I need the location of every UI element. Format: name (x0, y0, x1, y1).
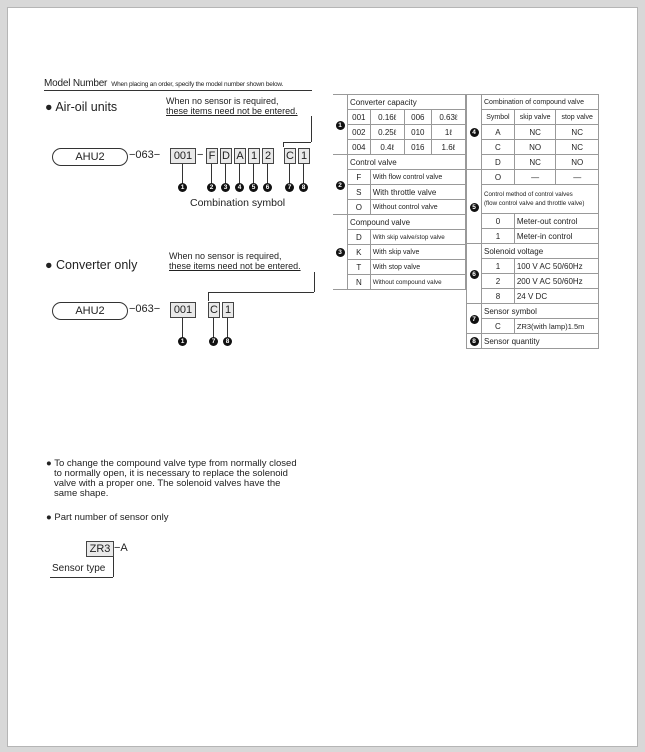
table-row (333, 170, 466, 185)
table-row (333, 155, 466, 170)
table-row (467, 259, 599, 274)
table-cell: 8 (482, 289, 515, 304)
table-cell: With skip valve (370, 245, 465, 260)
header-rule (44, 90, 312, 91)
table-header: Symbol (482, 110, 515, 125)
marker-7: 7 (470, 315, 479, 324)
marker-8: 8 (223, 337, 232, 346)
table-cell: 004 (348, 140, 371, 155)
marker-5: 5 (470, 203, 479, 212)
leader-line (303, 164, 304, 184)
table-cell: NC (556, 125, 599, 140)
table-cell: ZR3(with lamp)1.5m (514, 319, 598, 334)
solenoid-voltage-title: Solenoid voltage (482, 244, 599, 259)
compound-valve-note: ● To change the compound valve type from normally closed to normally open, it is necessary to replace the solenoid valve with a proper one. The solenoid valves have the same shape. (46, 458, 297, 499)
table-row (467, 244, 599, 259)
table-row (333, 260, 466, 275)
sensor-part-note: ● Part number of sensor only (46, 512, 169, 523)
table-row (467, 110, 599, 125)
table-cell: A (482, 125, 515, 140)
table-cell: With skip valve/stop valve (370, 230, 465, 245)
table-cell: 100 V AC 50/60Hz (514, 259, 598, 274)
table-cell: C (482, 140, 515, 155)
table-cell: NO (556, 155, 599, 170)
control-method-box: 1 (248, 148, 260, 164)
note-bracket-line (283, 142, 284, 147)
sensor-quantity-box: 1 (298, 148, 310, 164)
table-cell: 1.6ℓ (431, 140, 465, 155)
table-cell: C (482, 319, 515, 334)
table-cell: N (348, 275, 371, 290)
combination-symbol-caption: Combination symbol (190, 197, 286, 209)
note-bracket-line (208, 292, 209, 301)
table-row (467, 274, 599, 289)
table-row (333, 95, 466, 110)
section-marker-cell (467, 95, 482, 170)
table-row (467, 214, 599, 229)
table-row (333, 215, 466, 230)
table-row (333, 140, 466, 155)
model-pill: AHU2 (52, 148, 128, 166)
sensor-symbol-box: C (208, 302, 220, 318)
section-marker-cell (467, 304, 482, 334)
model-pill: AHU2 (52, 302, 128, 320)
spec-table-left (333, 94, 466, 290)
table-cell: — (514, 170, 556, 185)
marker-3: 3 (336, 248, 345, 257)
note-bracket-line (283, 142, 311, 143)
table-cell: 0.4ℓ (370, 140, 404, 155)
model-number-subtitle: When placing an order, specify the model number shown below. (111, 81, 284, 88)
table-cell: O (482, 170, 515, 185)
sensor-quantity-title: Sensor quantity (482, 334, 599, 349)
table-cell: 0.63ℓ (431, 110, 465, 125)
marker-7: 7 (285, 183, 294, 192)
leader-line (289, 164, 290, 184)
model-separator: −063− (129, 303, 161, 315)
table-cell: 1ℓ (431, 125, 465, 140)
table-cell: 1 (482, 259, 515, 274)
table-cell: With stop valve (370, 260, 465, 275)
marker-4: 4 (470, 128, 479, 137)
solenoid-voltage-box: 2 (262, 148, 274, 164)
table-cell: D (482, 155, 515, 170)
marker-1: 1 (178, 337, 187, 346)
table-cell: 24 V DC (514, 289, 598, 304)
table-row (467, 319, 599, 334)
table-cell: With throttle valve (370, 185, 465, 200)
marker-7: 7 (209, 337, 218, 346)
table-cell: 001 (348, 110, 371, 125)
section-marker-cell (467, 244, 482, 304)
table-row (333, 230, 466, 245)
table-cell: Without compound valve (370, 275, 465, 290)
leader-line (213, 318, 214, 338)
marker-8: 8 (470, 337, 479, 346)
marker-4: 4 (235, 183, 244, 192)
air-oil-heading: ● Air-oil units (45, 100, 118, 114)
table-cell: 0.16ℓ (370, 110, 404, 125)
model-dash: − (197, 149, 204, 161)
table-row (467, 185, 599, 214)
table-cell: Without control valve (370, 200, 465, 215)
section-marker-cell (333, 155, 348, 215)
compound-valve-title: Compound valve (348, 215, 466, 230)
marker-5: 5 (249, 183, 258, 192)
leader-line (113, 557, 114, 577)
table-row (333, 200, 466, 215)
table-cell: NC (556, 140, 599, 155)
marker-2: 2 (207, 183, 216, 192)
table-row (333, 125, 466, 140)
compound-valve-box: D (220, 148, 232, 164)
table-row (467, 289, 599, 304)
table-cell: 006 (404, 110, 431, 125)
table-row (467, 304, 599, 319)
table-row (467, 95, 599, 110)
control-valve-title: Control valve (348, 155, 466, 170)
marker-3: 3 (221, 183, 230, 192)
table-cell: 1 (482, 229, 515, 244)
table-row (467, 229, 599, 244)
section-marker-cell (467, 170, 482, 244)
converter-only-heading: ● Converter only (45, 258, 138, 272)
section-marker-cell (333, 215, 348, 290)
table-cell: K (348, 245, 371, 260)
table-cell: NO (514, 140, 556, 155)
marker-2: 2 (336, 181, 345, 190)
leader-line (239, 164, 240, 184)
table-cell: NC (514, 125, 556, 140)
note-bracket-line (208, 292, 314, 293)
control-valve-box: F (206, 148, 218, 164)
sensor-type-caption: Sensor type (52, 563, 106, 574)
table-cell: 0.25ℓ (370, 125, 404, 140)
spec-table-right (466, 94, 599, 349)
table-cell: D (348, 230, 371, 245)
marker-1: 1 (336, 121, 345, 130)
note-bracket-line (314, 272, 315, 292)
model-separator: −063− (129, 149, 161, 161)
table-row (467, 170, 599, 185)
leader-line (182, 164, 183, 184)
table-header: skip valve (514, 110, 556, 125)
sensor-suffix: −A (114, 542, 128, 554)
converter-only-note: When no sensor is required, these items need not be entered. (169, 251, 301, 271)
section-marker-cell (333, 95, 348, 155)
marker-1: 1 (178, 183, 187, 192)
table-row (467, 334, 599, 349)
table-row (467, 155, 599, 170)
sensor-quantity-box: 1 (222, 302, 234, 318)
table-row (333, 275, 466, 290)
table-cell: 016 (404, 140, 431, 155)
leader-line (211, 164, 212, 184)
table-cell: F (348, 170, 371, 185)
marker-8: 8 (299, 183, 308, 192)
table-row (467, 125, 599, 140)
table-cell: — (556, 170, 599, 185)
capacity-box: 001 (170, 148, 196, 164)
model-number-heading: Model Number When placing an order, specify the model number shown below. (44, 78, 284, 89)
table-cell: 010 (404, 125, 431, 140)
air-oil-note: When no sensor is required, these items need not be entered. (166, 96, 298, 116)
combination-box: A (234, 148, 246, 164)
marker-6: 6 (263, 183, 272, 192)
sensor-type-box: ZR3 (86, 541, 114, 557)
leader-line (227, 318, 228, 338)
combination-title: Combination of compound valve (482, 95, 599, 110)
sensor-symbol-box: C (284, 148, 296, 164)
table-row (333, 185, 466, 200)
table-cell: Meter-out control (514, 214, 598, 229)
control-method-title: Control method of control valves (flow control valve and throttle valve) (482, 185, 599, 214)
table-cell: 200 V AC 50/60Hz (514, 274, 598, 289)
table-cell: O (348, 200, 371, 215)
leader-line (225, 164, 226, 184)
table-cell: 0 (482, 214, 515, 229)
capacity-box: 001 (170, 302, 196, 318)
table-header: stop valve (556, 110, 599, 125)
table-cell: 002 (348, 125, 371, 140)
table-cell: Meter-in control (514, 229, 598, 244)
leader-line (267, 164, 268, 184)
table-cell: S (348, 185, 371, 200)
section-marker-cell (467, 334, 482, 349)
table-cell: With flow control valve (370, 170, 465, 185)
marker-6: 6 (470, 270, 479, 279)
sensor-symbol-title: Sensor symbol (482, 304, 599, 319)
converter-capacity-title: Converter capacity (348, 95, 466, 110)
table-row (467, 140, 599, 155)
leader-line (182, 318, 183, 338)
table-row (333, 110, 466, 125)
table-cell: NC (514, 155, 556, 170)
table-cell: 2 (482, 274, 515, 289)
note-bracket-line (311, 116, 312, 142)
table-cell: T (348, 260, 371, 275)
leader-line (253, 164, 254, 184)
leader-line (50, 577, 113, 578)
table-row (333, 245, 466, 260)
